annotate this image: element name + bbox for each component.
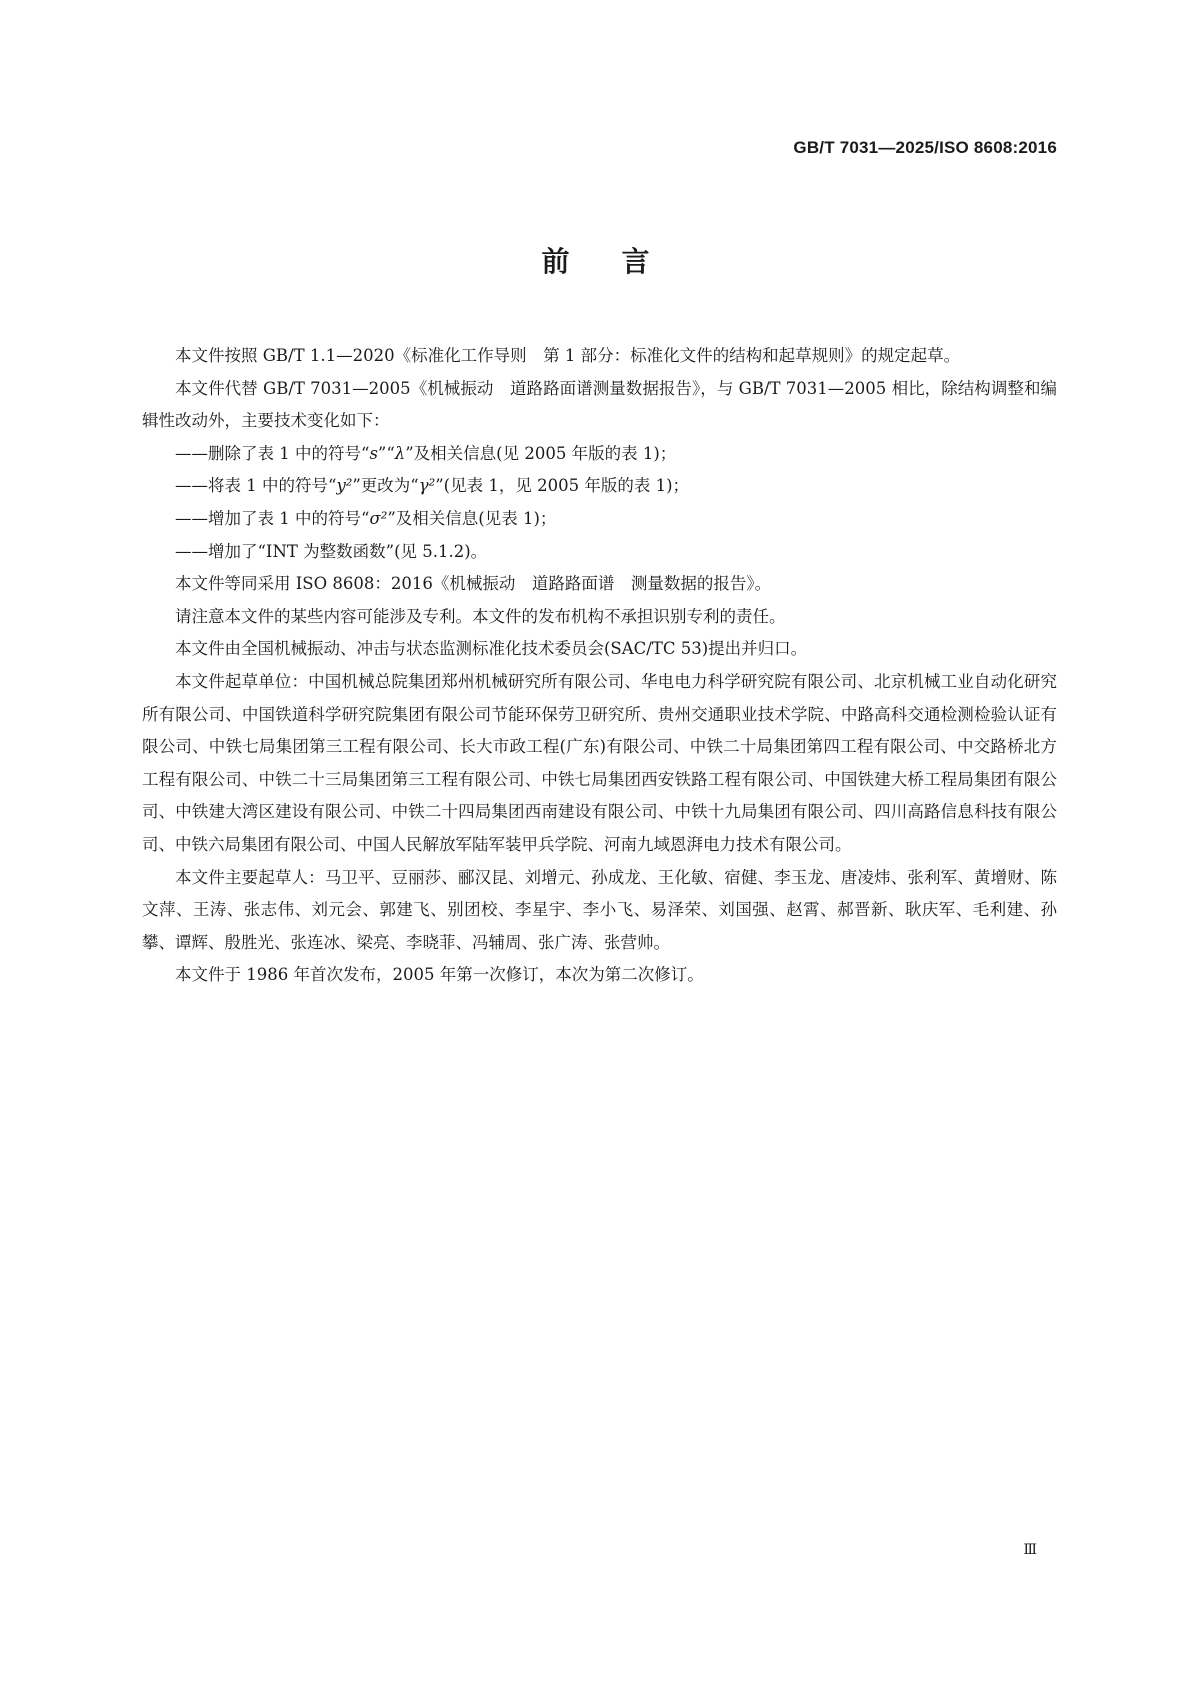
change-item-4: ——增加了“INT 为整数函数”(见 5.1.2)。 bbox=[175, 541, 488, 561]
paragraph-history: 本文件于 1986 年首次发布，2005 年第一次修订，本次为第二次修订。 bbox=[175, 965, 704, 985]
paragraph-drafting-rules: 本文件按照 GB/T 1.1—2020《标准化工作导则 第 1 部分：标准化文件的结构和起草规则》的规定起草。 bbox=[175, 346, 961, 365]
change-item-2: ——将表 1 中的符号“y²”更改为“γ²”(见表 1，见 2005 年版的表 1)； bbox=[175, 476, 690, 496]
paragraph-equivalence: 本文件等同采用 ISO 8608：2016《机械振动 道路路面谱 测量数据的报告》。 bbox=[175, 574, 772, 594]
page-number: Ⅲ bbox=[1023, 1542, 1037, 1558]
paragraph-replaces: 本文件代替 GB/T 7031—2005《机械振动 道路路面谱测量数据报告》，与 GB/T 7031—2005 相比，除结构调整和编辑性改动外，主要技术变化如下： bbox=[142, 378, 1057, 431]
paragraph-committee: 本文件由全国机械振动、冲击与状态监测标准化技术委员会(SAC/TC 53)提出并归口。 bbox=[175, 639, 808, 659]
change-item-1: ——删除了表 1 中的符号“s”“λ”及相关信息(见 2005 年版的表 1)； bbox=[175, 443, 677, 463]
paragraph-drafters: 本文件主要起草人：马卫平、豆丽莎、郦汉昆、刘增元、孙成龙、王化敏、宿健、李玉龙、唐凌炜、张利军、黄增财、陈文萍、王涛、张志伟、刘元会、郭建飞、别团校、李星宇、李小飞、易泽荣、刘国强、赵霄、郝晋新、耿庆军、毛利建、孙攀、谭辉、殷胜光、张连冰、梁亮、李晓菲、冯辅周、张广涛、张营帅。 bbox=[142, 867, 1057, 952]
change-item-3: ——增加了表 1 中的符号“σ²”及相关信息(见表 1)； bbox=[175, 508, 557, 528]
paragraph-patent-notice: 请注意本文件的某些内容可能涉及专利。本文件的发布机构不承担识别专利的责任。 bbox=[175, 606, 786, 626]
foreword-body bbox=[142, 340, 1057, 992]
paragraph-drafting-units: 本文件起草单位：中国机械总院集团郑州机械研究所有限公司、华电电力科学研究院有限公司、北京机械工业自动化研究所有限公司、中国铁道科学研究院集团有限公司节能环保劳卫研究所、贵州交通职业技术学院、中路高科交通检测检验认证有限公司、中铁七局集团第三工程有限公司、长大市政工程(广东)有限公司、中铁二十局集团第四工程有限公司、中交路桥北方工程有限公司、中铁二十三局集团第三工程有限公司、中铁七局集团西安铁路工程有限公司、中国铁建大桥工程局集团有限公司、中铁建大湾区建设有限公司、中铁二十四局集团西南建设有限公司、中铁十九局集团有限公司、四川高路信息科技有限公司、中铁六局集团有限公司、中国人民解放军陆军装甲兵学院、河南九域恩湃电力技术有限公司。 bbox=[142, 671, 1057, 854]
standard-number-header: GB/T 7031—2025/ISO 8608:2016 bbox=[793, 138, 1057, 157]
page-title: 前言 bbox=[541, 245, 702, 278]
